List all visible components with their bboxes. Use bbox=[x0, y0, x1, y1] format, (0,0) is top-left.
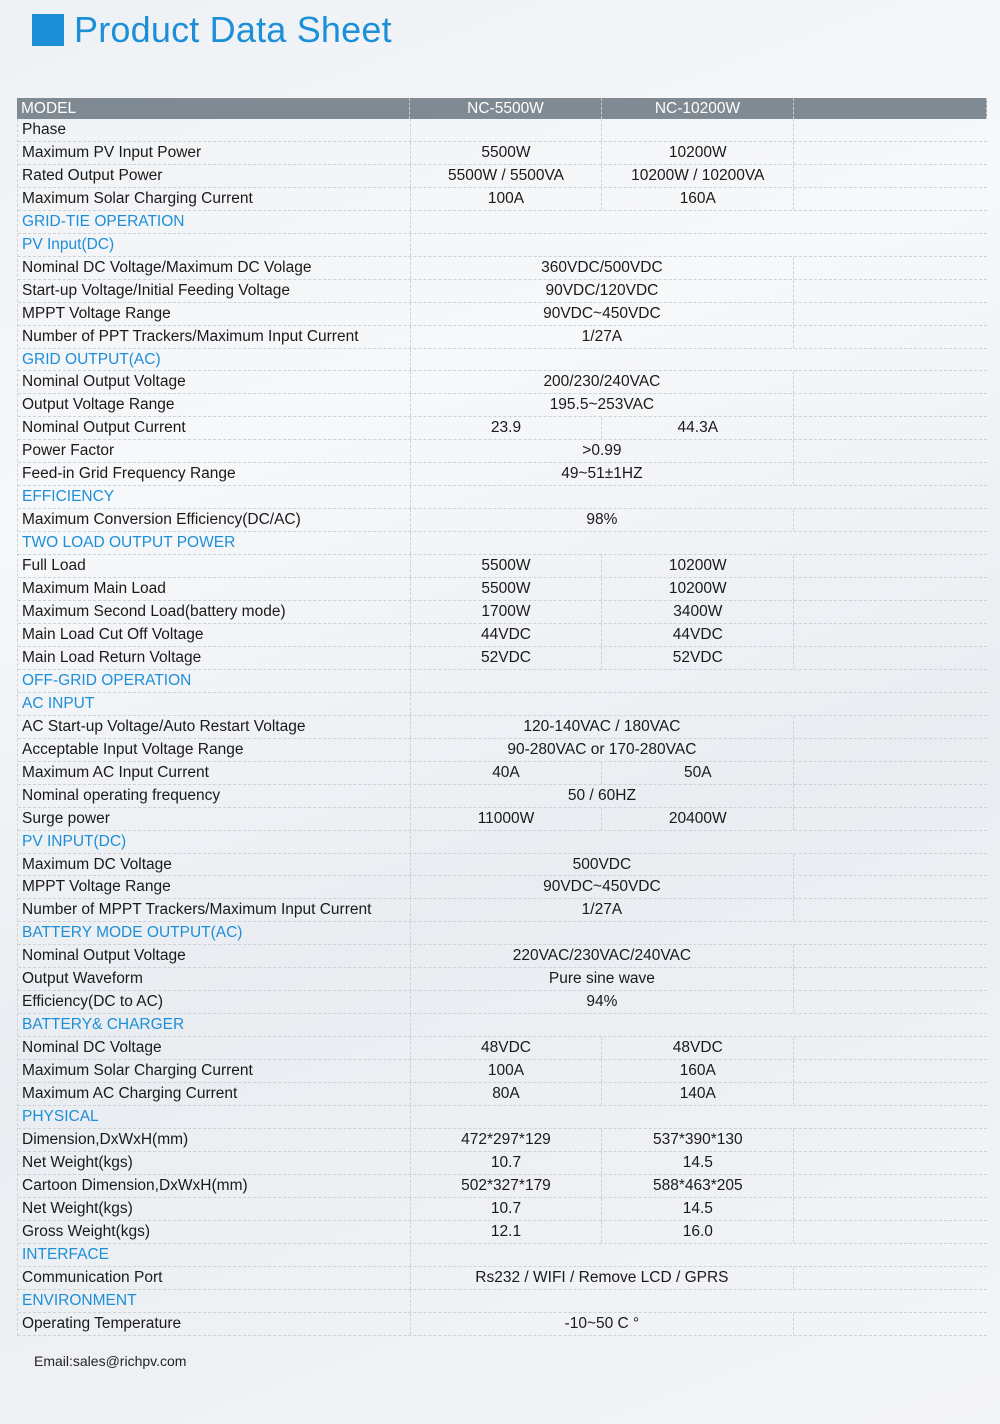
section-header-row bbox=[18, 532, 987, 555]
spec-label: Nominal DC Voltage/Maximum DC Volage bbox=[18, 257, 411, 279]
section-title: TWO LOAD OUTPUT POWER bbox=[18, 532, 411, 554]
data-sheet-table bbox=[17, 98, 987, 1336]
spec-label: Nominal operating frequency bbox=[18, 785, 411, 807]
section-header-row bbox=[18, 1290, 987, 1313]
section-header-row bbox=[18, 234, 987, 257]
spec-value-model-a: 472*297*129 bbox=[411, 1129, 603, 1151]
spec-value-model-a: 5500W / 5500VA bbox=[411, 165, 603, 187]
row-spacer bbox=[794, 876, 987, 898]
spec-label: MPPT Voltage Range bbox=[18, 876, 411, 898]
spec-value-shared: Pure sine wave bbox=[411, 968, 795, 990]
spec-value-model-b: 50A bbox=[602, 762, 794, 784]
spec-value-model-a: 11000W bbox=[411, 808, 603, 830]
spec-value-shared: 90-280VAC or 170-280VAC bbox=[411, 739, 795, 761]
section-title: PHYSICAL bbox=[18, 1106, 411, 1128]
spec-value-model-b: 160A bbox=[602, 1060, 794, 1082]
section-title: INTERFACE bbox=[18, 1244, 411, 1266]
spec-label: Main Load Cut Off Voltage bbox=[18, 624, 411, 646]
section-fill bbox=[411, 211, 987, 233]
spec-value-model-b: 44VDC bbox=[602, 624, 794, 646]
row-spacer bbox=[794, 326, 987, 348]
spec-value-model-a: 5500W bbox=[411, 142, 603, 164]
spec-label: Nominal Output Voltage bbox=[18, 945, 411, 967]
spec-label: Output Waveform bbox=[18, 968, 411, 990]
table-row bbox=[18, 854, 987, 877]
spec-value-model-a: 52VDC bbox=[411, 647, 603, 669]
spec-value-model-a: 12.1 bbox=[411, 1221, 603, 1243]
table-header bbox=[17, 98, 987, 119]
spec-label: Maximum PV Input Power bbox=[18, 142, 411, 164]
spec-label: Acceptable Input Voltage Range bbox=[18, 739, 411, 761]
table-row bbox=[18, 785, 987, 808]
spec-value-model-a: 40A bbox=[411, 762, 603, 784]
spec-value-model-b: 20400W bbox=[602, 808, 794, 830]
row-spacer bbox=[794, 1152, 987, 1174]
header-spacer bbox=[794, 98, 987, 119]
section-title: BATTERY MODE OUTPUT(AC) bbox=[18, 922, 411, 944]
title-square-icon bbox=[32, 14, 64, 46]
row-spacer bbox=[794, 509, 987, 531]
spec-value-model-b: 48VDC bbox=[602, 1037, 794, 1059]
spec-value-model-b: 16.0 bbox=[602, 1221, 794, 1243]
spec-value-model-b: 537*390*130 bbox=[602, 1129, 794, 1151]
header-model-label: MODEL bbox=[17, 98, 410, 119]
spec-label: Output Voltage Range bbox=[18, 394, 411, 416]
spec-label: Maximum Conversion Efficiency(DC/AC) bbox=[18, 509, 411, 531]
section-title: AC INPUT bbox=[18, 693, 411, 715]
spec-value-model-a: 23.9 bbox=[411, 417, 603, 439]
row-spacer bbox=[794, 624, 987, 646]
spec-label: Maximum Main Load bbox=[18, 578, 411, 600]
page-title-block bbox=[32, 10, 392, 50]
table-row bbox=[18, 1152, 987, 1175]
row-spacer bbox=[794, 165, 987, 187]
spec-value-shared: 360VDC/500VDC bbox=[411, 257, 795, 279]
row-spacer bbox=[794, 578, 987, 600]
table-row bbox=[18, 876, 987, 899]
section-header-row bbox=[18, 922, 987, 945]
spec-value-shared: 90VDC/120VDC bbox=[411, 280, 795, 302]
spec-value-shared: 1/27A bbox=[411, 326, 795, 348]
table-row bbox=[18, 945, 987, 968]
table-row bbox=[18, 601, 987, 624]
row-spacer bbox=[794, 808, 987, 830]
spec-value-shared: Rs232 / WIFI / Remove LCD / GPRS bbox=[411, 1267, 795, 1289]
table-row bbox=[18, 716, 987, 739]
table-row bbox=[18, 1060, 987, 1083]
spec-value-shared: 49~51±1HZ bbox=[411, 463, 795, 485]
spec-value-model-b: 160A bbox=[602, 188, 794, 210]
row-spacer bbox=[794, 142, 987, 164]
row-spacer bbox=[794, 1221, 987, 1243]
table-row bbox=[18, 968, 987, 991]
table-body bbox=[17, 119, 987, 1336]
spec-value-model-b: 10200W bbox=[602, 142, 794, 164]
section-fill bbox=[411, 1244, 987, 1266]
table-row bbox=[18, 440, 987, 463]
section-title: BATTERY& CHARGER bbox=[18, 1014, 411, 1036]
row-spacer bbox=[794, 371, 987, 393]
row-spacer bbox=[794, 762, 987, 784]
spec-value-model-a: 10.7 bbox=[411, 1198, 603, 1220]
table-row bbox=[18, 394, 987, 417]
spec-value-shared: 500VDC bbox=[411, 854, 795, 876]
row-spacer bbox=[794, 440, 987, 462]
section-fill bbox=[411, 349, 987, 371]
spec-value-model-a: 44VDC bbox=[411, 624, 603, 646]
row-spacer bbox=[794, 1175, 987, 1197]
spec-value-shared: -10~50 C ° bbox=[411, 1313, 795, 1335]
row-spacer bbox=[794, 1037, 987, 1059]
table-row bbox=[18, 1129, 987, 1152]
spec-value-shared: 50 / 60HZ bbox=[411, 785, 795, 807]
table-row bbox=[18, 1083, 987, 1106]
row-spacer bbox=[794, 257, 987, 279]
table-row bbox=[18, 739, 987, 762]
page-title: Product Data Sheet bbox=[74, 9, 392, 50]
row-spacer bbox=[794, 188, 987, 210]
table-row bbox=[18, 1037, 987, 1060]
section-header-row bbox=[18, 1106, 987, 1129]
section-header-row bbox=[18, 1244, 987, 1267]
spec-value-model-b: 140A bbox=[602, 1083, 794, 1105]
table-row bbox=[18, 371, 987, 394]
row-spacer bbox=[794, 303, 987, 325]
spec-label: Maximum Second Load(battery mode) bbox=[18, 601, 411, 623]
spec-value-model-b: 14.5 bbox=[602, 1152, 794, 1174]
table-row bbox=[18, 257, 987, 280]
row-spacer bbox=[794, 417, 987, 439]
spec-value-shared: 195.5~253VAC bbox=[411, 394, 795, 416]
spec-value-shared: 1/27A bbox=[411, 899, 795, 921]
spec-label: Net Weight(kgs) bbox=[18, 1152, 411, 1174]
spec-value-model-a: 48VDC bbox=[411, 1037, 603, 1059]
section-title: GRID OUTPUT(AC) bbox=[18, 349, 411, 371]
spec-value-shared: 200/230/240VAC bbox=[411, 371, 795, 393]
spec-value-shared: 94% bbox=[411, 991, 795, 1013]
table-row bbox=[18, 1267, 987, 1290]
spec-label: Main Load Return Voltage bbox=[18, 647, 411, 669]
table-row bbox=[18, 1313, 987, 1336]
row-spacer bbox=[794, 899, 987, 921]
section-fill bbox=[411, 1014, 987, 1036]
section-title: PV Input(DC) bbox=[18, 234, 411, 256]
spec-value-model-a: 5500W bbox=[411, 555, 603, 577]
table-row bbox=[18, 303, 987, 326]
spec-value-model-a: 1700W bbox=[411, 601, 603, 623]
section-header-row bbox=[18, 349, 987, 372]
row-spacer bbox=[794, 1198, 987, 1220]
spec-label: Maximum Solar Charging Current bbox=[18, 188, 411, 210]
row-spacer bbox=[794, 394, 987, 416]
spec-label: Operating Temperature bbox=[18, 1313, 411, 1335]
row-spacer bbox=[794, 463, 987, 485]
row-spacer bbox=[794, 1060, 987, 1082]
section-fill bbox=[411, 1290, 987, 1312]
section-header-row bbox=[18, 211, 987, 234]
spec-label: Maximum Solar Charging Current bbox=[18, 1060, 411, 1082]
section-title: PV INPUT(DC) bbox=[18, 831, 411, 853]
section-fill bbox=[411, 486, 987, 508]
section-header-row bbox=[18, 670, 987, 693]
row-spacer bbox=[794, 854, 987, 876]
spec-value-model-b: 44.3A bbox=[602, 417, 794, 439]
spec-label: Start-up Voltage/Initial Feeding Voltage bbox=[18, 280, 411, 302]
row-spacer bbox=[794, 945, 987, 967]
spec-label: Maximum AC Input Current bbox=[18, 762, 411, 784]
section-title: ENVIRONMENT bbox=[18, 1290, 411, 1312]
row-spacer bbox=[794, 785, 987, 807]
table-row bbox=[18, 555, 987, 578]
section-header-row bbox=[18, 486, 987, 509]
spec-label: Feed-in Grid Frequency Range bbox=[18, 463, 411, 485]
section-fill bbox=[411, 532, 987, 554]
table-row bbox=[18, 463, 987, 486]
spec-value-shared: 90VDC~450VDC bbox=[411, 303, 795, 325]
spec-label: Number of MPPT Trackers/Maximum Input Current bbox=[18, 899, 411, 921]
section-fill bbox=[411, 234, 987, 256]
spec-label: Nominal DC Voltage bbox=[18, 1037, 411, 1059]
spec-value-shared: 120-140VAC / 180VAC bbox=[411, 716, 795, 738]
section-header-row bbox=[18, 1014, 987, 1037]
table-row bbox=[18, 899, 987, 922]
spec-label: Maximum DC Voltage bbox=[18, 854, 411, 876]
table-row bbox=[18, 280, 987, 303]
table-row bbox=[18, 142, 987, 165]
spec-label: AC Start-up Voltage/Auto Restart Voltage bbox=[18, 716, 411, 738]
spec-value-model-b bbox=[602, 119, 794, 141]
section-header-row bbox=[18, 831, 987, 854]
spec-label: Maximum AC Charging Current bbox=[18, 1083, 411, 1105]
spec-label: Nominal Output Current bbox=[18, 417, 411, 439]
spec-value-shared: 90VDC~450VDC bbox=[411, 876, 795, 898]
row-spacer bbox=[794, 280, 987, 302]
section-title: OFF-GRID OPERATION bbox=[18, 670, 411, 692]
header-model-b: NC-10200W bbox=[602, 98, 794, 119]
spec-value-model-a bbox=[411, 119, 603, 141]
row-spacer bbox=[794, 647, 987, 669]
spec-value-shared: >0.99 bbox=[411, 440, 795, 462]
row-spacer bbox=[794, 1313, 987, 1335]
section-fill bbox=[411, 693, 987, 715]
spec-label: Gross Weight(kgs) bbox=[18, 1221, 411, 1243]
footer-email: Email:sales@richpv.com bbox=[34, 1353, 187, 1369]
row-spacer bbox=[794, 991, 987, 1013]
spec-label: Communication Port bbox=[18, 1267, 411, 1289]
spec-label: Net Weight(kgs) bbox=[18, 1198, 411, 1220]
row-spacer bbox=[794, 968, 987, 990]
table-row bbox=[18, 762, 987, 785]
section-fill bbox=[411, 670, 987, 692]
spec-value-model-b: 10200W / 10200VA bbox=[602, 165, 794, 187]
spec-value-model-a: 10.7 bbox=[411, 1152, 603, 1174]
spec-value-model-a: 100A bbox=[411, 188, 603, 210]
spec-label: Nominal Output Voltage bbox=[18, 371, 411, 393]
spec-value-model-b: 52VDC bbox=[602, 647, 794, 669]
table-row bbox=[18, 188, 987, 211]
spec-value-shared: 220VAC/230VAC/240VAC bbox=[411, 945, 795, 967]
section-title: GRID-TIE OPERATION bbox=[18, 211, 411, 233]
spec-label: Dimension,DxWxH(mm) bbox=[18, 1129, 411, 1151]
spec-value-model-a: 5500W bbox=[411, 578, 603, 600]
table-row bbox=[18, 326, 987, 349]
spec-label: Full Load bbox=[18, 555, 411, 577]
spec-value-model-b: 3400W bbox=[602, 601, 794, 623]
table-row bbox=[18, 165, 987, 188]
table-row bbox=[18, 1175, 987, 1198]
spec-label: Cartoon Dimension,DxWxH(mm) bbox=[18, 1175, 411, 1197]
spec-value-model-a: 80A bbox=[411, 1083, 603, 1105]
section-fill bbox=[411, 922, 987, 944]
table-row bbox=[18, 647, 987, 670]
spec-label: Rated Output Power bbox=[18, 165, 411, 187]
section-fill bbox=[411, 831, 987, 853]
table-row bbox=[18, 991, 987, 1014]
row-spacer bbox=[794, 119, 987, 141]
spec-label: Number of PPT Trackers/Maximum Input Current bbox=[18, 326, 411, 348]
header-model-a: NC-5500W bbox=[410, 98, 602, 119]
spec-label: Surge power bbox=[18, 808, 411, 830]
row-spacer bbox=[794, 739, 987, 761]
row-spacer bbox=[794, 1129, 987, 1151]
table-row bbox=[18, 578, 987, 601]
table-row bbox=[18, 509, 987, 532]
spec-value-model-b: 10200W bbox=[602, 555, 794, 577]
table-row bbox=[18, 1198, 987, 1221]
spec-label: Phase bbox=[18, 119, 411, 141]
spec-value-model-a: 100A bbox=[411, 1060, 603, 1082]
row-spacer bbox=[794, 555, 987, 577]
row-spacer bbox=[794, 1267, 987, 1289]
row-spacer bbox=[794, 716, 987, 738]
section-header-row bbox=[18, 693, 987, 716]
table-row bbox=[18, 417, 987, 440]
spec-value-model-b: 10200W bbox=[602, 578, 794, 600]
spec-label: Efficiency(DC to AC) bbox=[18, 991, 411, 1013]
section-fill bbox=[411, 1106, 987, 1128]
spec-label: Power Factor bbox=[18, 440, 411, 462]
table-row bbox=[18, 624, 987, 647]
spec-value-model-a: 502*327*179 bbox=[411, 1175, 603, 1197]
row-spacer bbox=[794, 1083, 987, 1105]
table-row bbox=[18, 119, 987, 142]
spec-value-shared: 98% bbox=[411, 509, 795, 531]
spec-value-model-b: 14.5 bbox=[602, 1198, 794, 1220]
row-spacer bbox=[794, 601, 987, 623]
section-title: EFFICIENCY bbox=[18, 486, 411, 508]
spec-label: MPPT Voltage Range bbox=[18, 303, 411, 325]
table-row bbox=[18, 1221, 987, 1244]
table-row bbox=[18, 808, 987, 831]
spec-value-model-b: 588*463*205 bbox=[602, 1175, 794, 1197]
